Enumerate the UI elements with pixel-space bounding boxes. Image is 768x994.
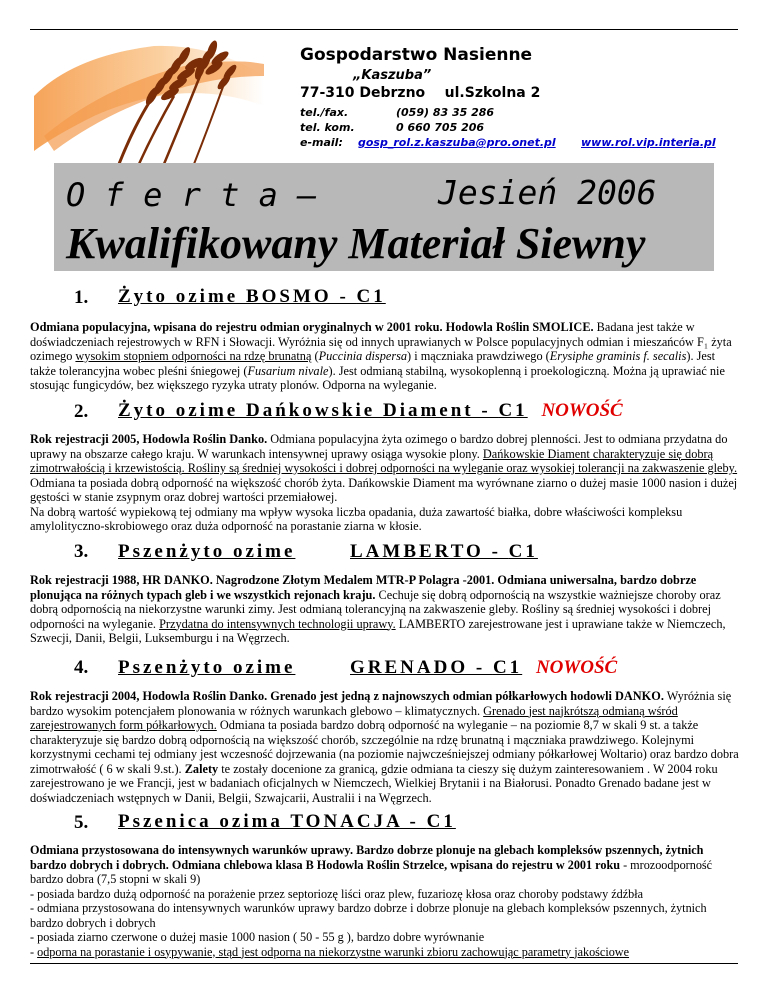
section-title-variety bbox=[350, 657, 617, 679]
company-address: 77-310 Debrzno ul.Szkolna 2 bbox=[300, 85, 541, 101]
section-title-class: C1 bbox=[492, 657, 523, 678]
new-badge: NOWOŚĆ bbox=[541, 400, 623, 421]
text-run: - mrozoodporność bardzo dobra (7,5 stopni w skali 9) bbox=[30, 857, 713, 886]
text-run: Cechuje się dobrą odpornością na wszystkie ważniejsze choroby oraz dobrą odpornością na niekorzystne warunki zimy. Jest odmianą tolerancyjną na zakwaszenie gleby. Rośliny są średniej wysokości i dobrej odporności na wyleganie. bbox=[30, 587, 721, 631]
contact-tel bbox=[300, 106, 494, 119]
text-run: ). Jest także tolerancyjna wobec pleśni śniegowej ( bbox=[30, 349, 716, 378]
section-title-main: Pszenżyto ozime bbox=[118, 657, 296, 678]
wheat-logo bbox=[34, 36, 264, 166]
section-number: 4. bbox=[74, 657, 89, 678]
latin-name: Fusarium nivale bbox=[247, 363, 329, 378]
bold-run: Zalety bbox=[184, 761, 219, 776]
section-title-main: Żyto ozime BOSMO - bbox=[118, 286, 357, 307]
underlined-run: Grenado jest najkrótszą odmianą wśród zarejestrowanych form półkarłowych. bbox=[30, 703, 678, 732]
section-body bbox=[30, 843, 742, 959]
bold-run: Rok rejestracji 1988, HR DANKO. Nagrodzone Złotym Medalem MTR-P Polagra -2001. Odmiana uniwersalna, bardzo dobrze plonująca na różnych typach gleb i we wszystkich rejonach kraju. bbox=[30, 573, 697, 602]
section-body bbox=[30, 573, 742, 646]
top-rule bbox=[30, 29, 738, 30]
section-title bbox=[118, 541, 295, 563]
section-body bbox=[30, 320, 742, 393]
section-number: 3. bbox=[74, 541, 89, 562]
text-run: - posiada ziarno czerwone o dużej masie 1000 nasion ( 50 - 55 g ), bardzo dobre wyrównanie bbox=[30, 930, 485, 944]
text-run: Odmiana populacyjna żyta ozimego o bardzo dobrej plenności. Jest to odmiana przydatna do uprawy na obszarze całego kraju. W warunkach intensywnej uprawy osiąga wysokie plony. bbox=[30, 432, 728, 461]
section-title bbox=[118, 286, 386, 308]
bold-run: Rok rejestracji 2005, Hodowla Roślin Danko. bbox=[30, 432, 268, 446]
email-link[interactable]: gosp_rol.z.kaszuba@pro.onet.pl bbox=[358, 136, 556, 149]
text-run: Wyróżnia się bardzo wysokim potencjałem plonowania w różnych warunkach glebowo – klimatycznych. bbox=[30, 689, 732, 718]
section-title-name: LAMBERTO - bbox=[350, 541, 509, 562]
kom-label: tel. kom. bbox=[300, 121, 355, 134]
text-run: Odmiana ta posiada bardzo dobrą odporność na wyleganie – na poziomie 8,7 w skali 9 st. a także charakteryzuje się bardzo dobrą odpornością na większość chorób, szczególnie na rdzę brunatną i mączniaka prawdziwego. Kolejnymi korzystnymi cechami tej odmiany jest wczesność dojrzewania (na poziomie najwcześniejszej odmiany półkarłowej Woltario) oraz bardzo dobra zimotrwałość ( 6 w skali 9.st.). bbox=[30, 718, 739, 776]
section-text bbox=[30, 432, 742, 534]
text-run: - odmiana przystosowana do intensywnych warunków uprawy bardzo dobrze i dobrze plonuje na glebach kompleksów pszennych, żytnich bardzo dobrych i dobrych bbox=[30, 901, 707, 930]
kom-value: 0 660 705 206 bbox=[396, 121, 485, 134]
new-badge: NOWOŚĆ bbox=[535, 657, 618, 678]
section-title-class: C1 bbox=[356, 286, 386, 307]
company-name: Gospodarstwo Nasienne bbox=[300, 45, 533, 65]
underlined-run: Dańkowskie Diament charakteryzuje się dobrą zimotrwałością i krzewistością. Rośliny są średniej wysokości i dobrej odporności na wyleganie oraz wysokiej tolerancji na zakwaszenie gleby. bbox=[30, 446, 738, 475]
text-run: te zostały docenione za granicą, gdzie odmiana ta cieszy się dużym zainteresowaniem . W 2004 roku zarejestrowano je we Francji, jest w badaniach oficjalnych w Niemczech, Wielkiej Brytanii i na Białorusi. Ponadto Grenado badane jest w doświadczeniach wstępnych w Danii, Belgii, Szwajcarii, Australii i na Węgrzech. bbox=[30, 761, 718, 805]
section-title-name: GRENADO - bbox=[350, 657, 493, 678]
section-number: 1. bbox=[74, 287, 89, 308]
underlined-run: odporna na porastanie i osypywanie, stąd jest odporna na niekorzystne warunki zbioru zachowując parametry jakościowe bbox=[37, 944, 630, 959]
contact-kom bbox=[300, 121, 484, 134]
text-run: Na dobrą wartość wypiekową tej odmiany ma wpływ wysoka liczba opadania, duża zawartość białka, dobre właściwości kompleksu amylolityczno-skrobiowego oraz duża odporność na porastanie ziarna w kłosie. bbox=[30, 504, 683, 533]
text-run: Badana jest także w doświadczeniach rejestrowych w RFN i Słowacji. Wyróżnia się od innych uprawianych w Polsce populacyjnych odmian i mieszańców F₁ żyta ozimego bbox=[30, 320, 732, 363]
bold-run: Odmiana populacyjna, wpisana do rejestru odmian oryginalnych w 2001 roku. Hodowla Roślin SMOLICE. bbox=[30, 320, 594, 334]
section-text bbox=[30, 689, 742, 805]
text-run: - posiada bardzo dużą odporność na porażenie przez septoriozę liści oraz plew, fuzariozę kłosa oraz choroby podstawy źdźbła bbox=[30, 886, 644, 901]
section-body bbox=[30, 689, 742, 805]
text-run: ). Jest odmianą stabilną, wysokoplenną i proekologiczną. Można ją uprawiać nie stosując fungicydów, bez większego ryzyka utraty plonów. Odporna na wyleganie. bbox=[30, 363, 725, 392]
tel-label: tel./fax. bbox=[300, 106, 349, 119]
section-text bbox=[30, 320, 742, 393]
email-label: e-mail: bbox=[300, 136, 343, 149]
section-text bbox=[30, 843, 742, 959]
section-title bbox=[118, 811, 456, 833]
underlined-run: wysokim stopniem odporności na rdzę brunatną bbox=[75, 349, 312, 363]
bold-run: Odmiana przystosowana do intensywnych warunków uprawy. Bardzo dobrze plonuje na glebach kompleksów pszennych, żytnich bardzo dobrych i dobrych. Odmiana chlebowa klasa B Hodowla Roślin Strzelce, wpisana do rejestru w 2001 roku bbox=[30, 843, 704, 872]
website-link[interactable]: www.rol.vip.interia.pl bbox=[581, 136, 716, 149]
text-run: LAMBERTO zarejestrowane jest i uprawiane także w Niemczech, Szwecji, Danii, Belgii, Luksemburgu i na Węgrzech. bbox=[30, 616, 726, 645]
text-run: - bbox=[30, 944, 38, 959]
banner-subtitle: Kwalifikowany Materiał Siewny bbox=[66, 219, 646, 268]
text-run: ) i mączniaka prawdziwego ( bbox=[407, 349, 550, 363]
section-title-variety bbox=[350, 541, 538, 563]
tel-value: (059) 83 35 286 bbox=[396, 106, 495, 119]
contact-email bbox=[300, 136, 556, 149]
season-title: Jesień 2006 bbox=[438, 173, 657, 212]
latin-name: Erysiphe graminis f. secalis bbox=[549, 349, 687, 363]
section-title-main: Pszenica ozima TONACJA - bbox=[118, 811, 427, 832]
underlined-run: Przydatna do intensywnych technologii uprawy. bbox=[159, 616, 396, 631]
bold-run: Rok rejestracji 2004, Hodowla Roślin Danko. Grenado jest jedną z najnowszych odmian półkarłowych hodowli DANKO. bbox=[30, 689, 664, 703]
offer-title: O f e r t a – bbox=[66, 176, 317, 214]
section-title-main: Pszenżyto ozime bbox=[118, 541, 296, 562]
section-title-main: Żyto ozime Dańkowskie Diament - bbox=[118, 400, 499, 421]
section-title bbox=[118, 657, 295, 679]
company-subname: „Kaszuba” bbox=[353, 68, 432, 83]
section-title bbox=[118, 400, 623, 422]
section-number: 5. bbox=[74, 812, 89, 833]
latin-name: Puccinia dispersa bbox=[318, 349, 408, 363]
section-title-class: C1 bbox=[508, 541, 538, 562]
bottom-rule bbox=[30, 963, 738, 964]
section-text bbox=[30, 573, 742, 646]
text-run: ( bbox=[311, 349, 319, 363]
text-run: Odmiana ta posiada dobrą odporność na większość chorób żyta. Dańkowskie Diament ma wyrównane ziarno o dużej masie 1000 nasion i dużej gęstości w stanie zsypnym oraz dobrej wartości przemiałowej. bbox=[30, 475, 738, 504]
section-body bbox=[30, 432, 742, 534]
section-title-class: C1 bbox=[426, 811, 456, 832]
section-number: 2. bbox=[74, 401, 89, 422]
section-title-class: C1 bbox=[498, 400, 528, 421]
